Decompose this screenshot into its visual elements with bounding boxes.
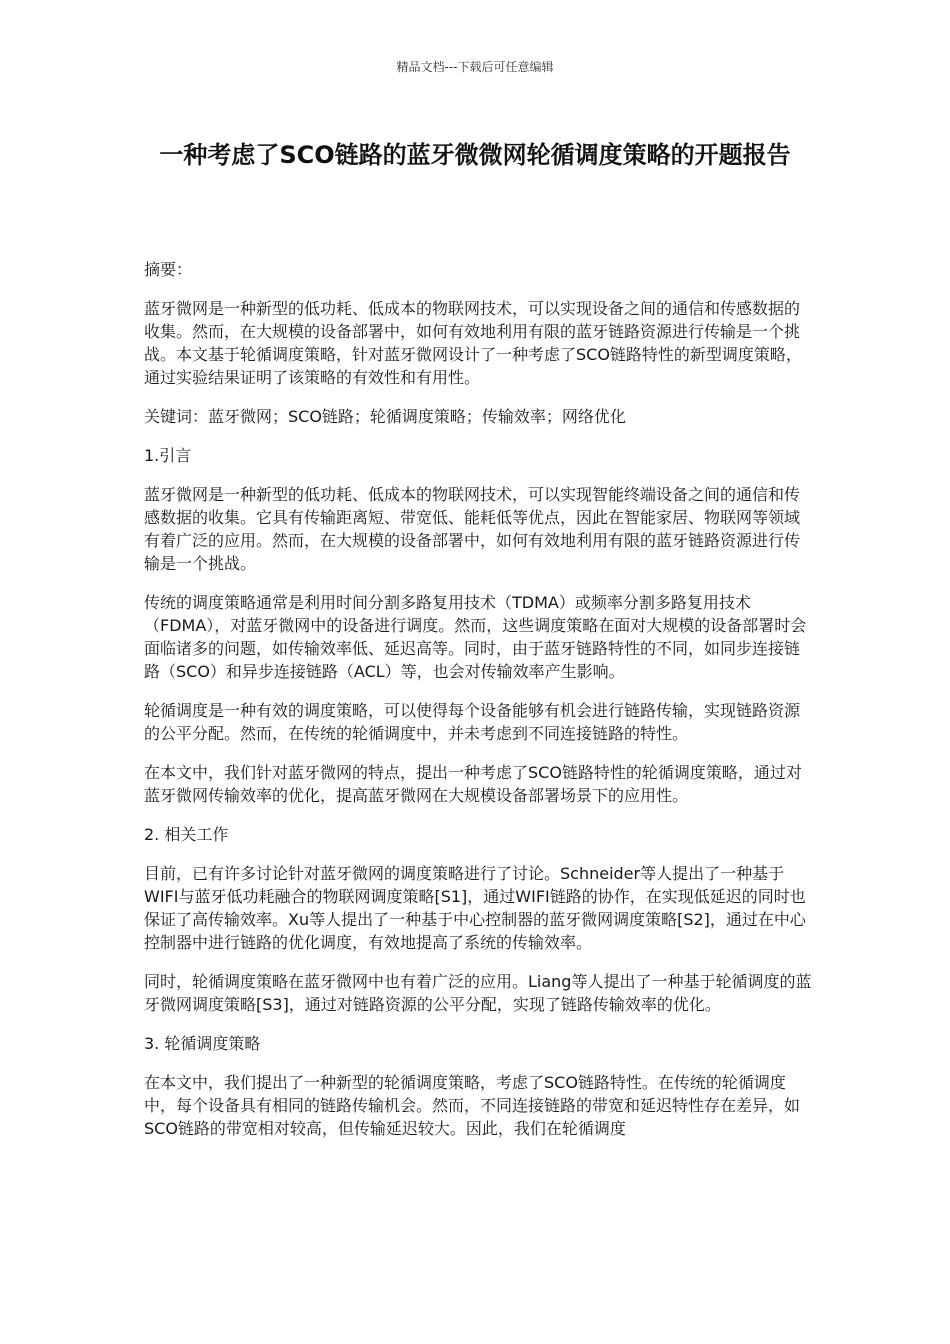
- keywords: 关键词：蓝牙微网；SCO链路；轮循调度策略；传输效率；网络优化: [144, 407, 626, 426]
- paragraph: 蓝牙微网是一种新型的低功耗、低成本的物联网技术，可以实现智能终端设备之间的通信和传感数据的收集。它具有传输距离短、带宽低、能耗低等优点，因此在智能家居、物联网等领域有着广泛的应用。然而，在大规模的设备部署中，如何有效地利用有限的蓝牙链路资源进行传输是一个挑战。: [144, 485, 801, 573]
- paragraph: 轮循调度是一种有效的调度策略，可以使得每个设备能够有机会进行链路传输，实现链路资源的公平分配。然而，在传统的轮循调度中，并未考虑到不同连接链路的特性。: [144, 701, 801, 743]
- paragraph: 在本文中，我们针对蓝牙微网的特点，提出一种考虑了SCO链路特性的轮循调度策略，通过对蓝牙微网传输效率的优化，提高蓝牙微网在大规模设备部署场景下的应用性。: [144, 763, 802, 805]
- abstract-paragraph: 蓝牙微网是一种新型的低功耗、低成本的物联网技术，可以实现设备之间的通信和传感数据的收集。然而，在大规模的设备部署中，如何有效地利用有限的蓝牙链路资源进行传输是一个挑战。本文基于轮循调度策略，针对蓝牙微网设计了一种考虑了SCO链路特性的新型调度策略，通过实验结果证明了该策略的有效性和有用性。: [144, 299, 802, 387]
- paragraph: 在本文中，我们提出了一种新型的轮循调度策略，考虑了SCO链路特性。在传统的轮循调度中，每个设备具有相同的链路传输机会。然而，不同连接链路的带宽和延迟特性存在差异，如SCO链路的带宽相对较高，但传输延迟较大。因此，我们在轮循调度: [144, 1073, 801, 1138]
- document-body: [144, 258, 812, 1156]
- abstract-heading: 摘要：: [144, 260, 193, 279]
- section-heading: 2. 相关工作: [144, 825, 229, 844]
- paragraph: 同时，轮循调度策略在蓝牙微网中也有着广泛的应用。Liang等人提出了一种基于轮循调度的蓝牙微网调度策略[S3]，通过对链路资源的公平分配，实现了链路传输效率的优化。: [144, 972, 812, 1014]
- document-title: 一种考虑了SCO链路的蓝牙微微网轮循调度策略的开题报告: [159, 141, 791, 169]
- page-header-note: 精品文档---下载后可任意编辑: [396, 60, 554, 74]
- section-heading: 3. 轮循调度策略: [144, 1034, 261, 1053]
- paragraph: 传统的调度策略通常是利用时间分割多路复用技术（TDMA）或频率分割多路复用技术（FDMA），对蓝牙微网中的设备进行调度。然而，这些调度策略在面对大规模的设备部署时会面临诸多的问题，如传输效率低、延迟高等。同时，由于蓝牙链路特性的不同，如同步连接链路（SCO）和异步连接链路（ACL）等，也会对传输效率产生影响。: [144, 593, 807, 681]
- section-heading: 1.引言: [144, 446, 192, 465]
- paragraph: 目前，已有许多讨论针对蓝牙微网的调度策略进行了讨论。Schneider等人提出了一种基于WIFI与蓝牙低功耗融合的物联网调度策略[S1]，通过WIFI链路的协作，在实现低延迟的同时也保证了高传输效率。Xu等人提出了一种基于中心控制器的蓝牙微网调度策略[S2]，通过在中心控制器中进行链路的优化调度，有效地提高了系统的传输效率。: [144, 864, 806, 952]
